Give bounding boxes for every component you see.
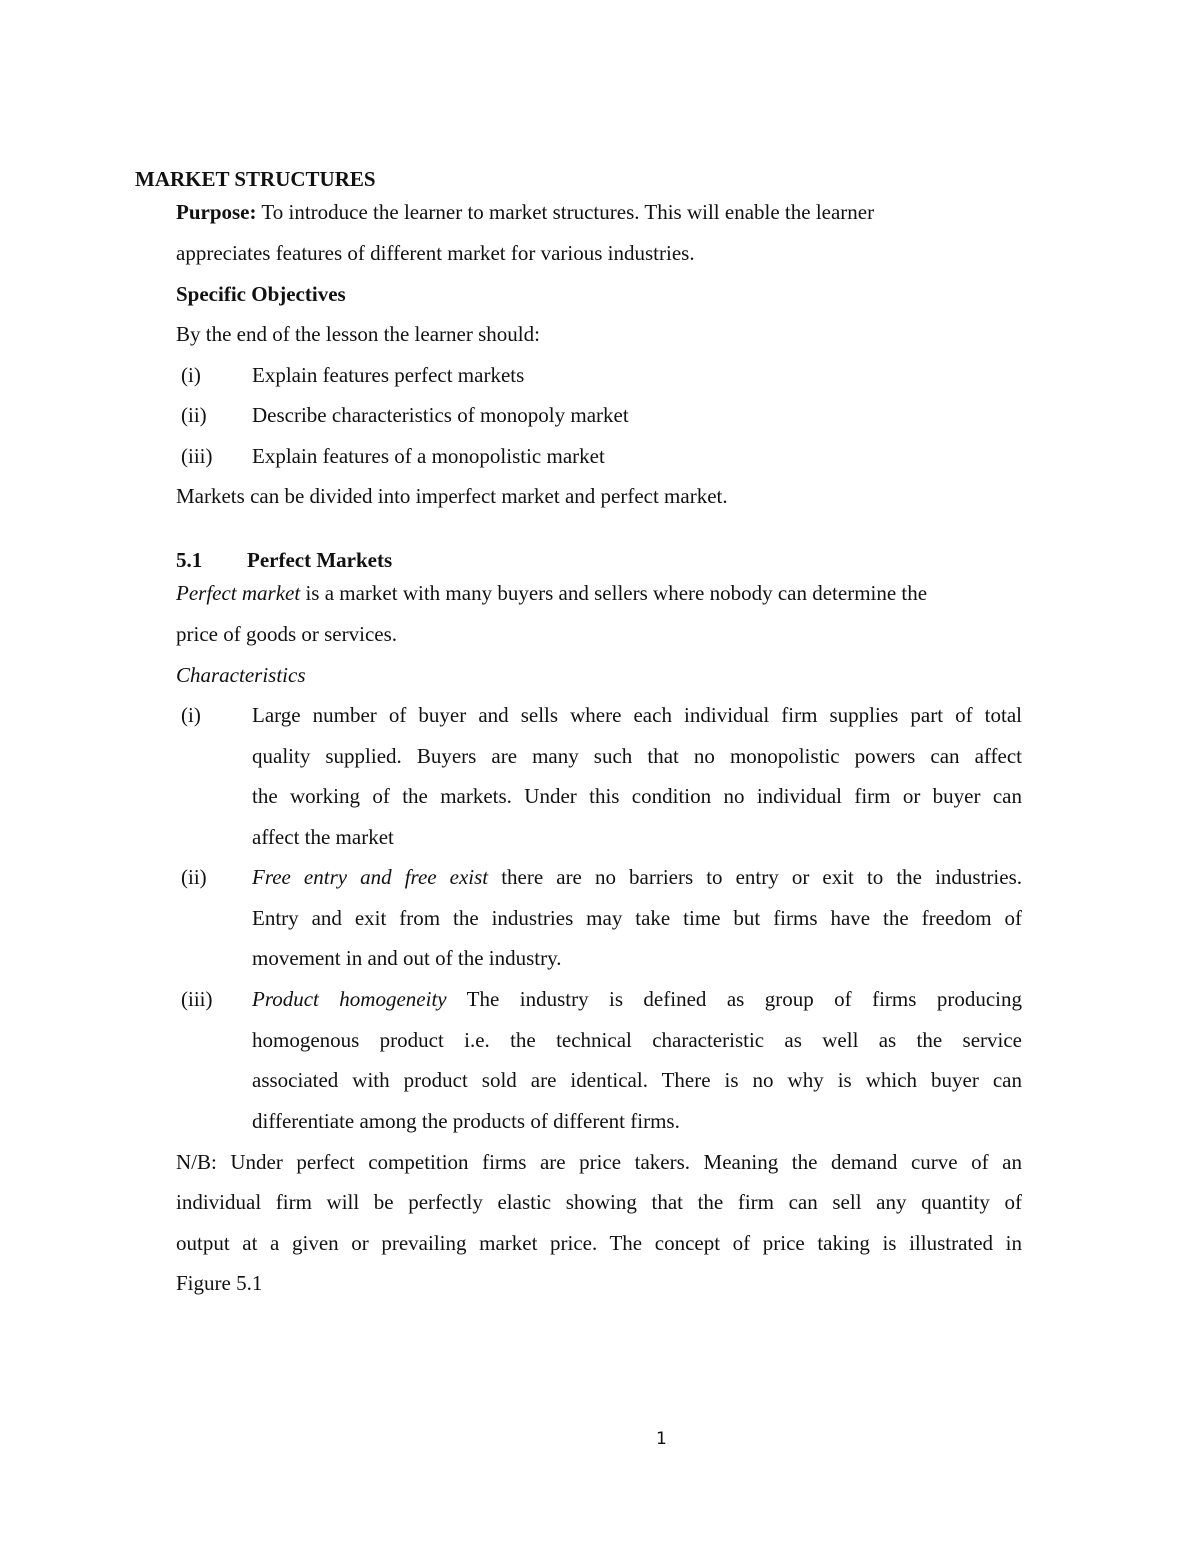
characteristic-number: (ii) [181, 865, 207, 889]
purpose-text-continued: appreciates features of different market for various industries. [176, 241, 695, 265]
section-title: Perfect Markets [247, 548, 393, 572]
characteristic-term: Product homogeneity [252, 987, 447, 1011]
section-number: 5.1 [176, 548, 203, 572]
note-line: individual firm will be perfectly elastic showing that the firm can sell any quantity of [176, 1190, 1022, 1214]
objective-text: Explain features perfect markets [252, 363, 525, 387]
definition-text-continued: price of goods or services. [176, 622, 398, 646]
objective-text: Describe characteristics of monopoly market [252, 403, 629, 427]
characteristic-text: The industry is defined as group of firms producing [446, 987, 1022, 1011]
characteristic-line: quality supplied. Buyers are many such that no monopolistic powers can affect [252, 744, 1022, 768]
purpose-label: Purpose: [176, 200, 257, 224]
characteristic-text: there are no barriers to entry or exit to the industries. [488, 865, 1022, 889]
objective-number: (iii) [181, 444, 213, 468]
characteristic-line [252, 864, 1022, 890]
objective-number: (i) [181, 363, 201, 387]
characteristic-number: (iii) [181, 987, 213, 1011]
note-line: Figure 5.1 [176, 1271, 263, 1295]
objectives-heading: Specific Objectives [176, 282, 346, 306]
page-number: 1 [656, 1429, 667, 1449]
markets-division-text: Markets can be divided into imperfect market and perfect market. [176, 484, 728, 508]
characteristic-line: the working of the markets. Under this condition no individual firm or buyer can [252, 784, 1022, 808]
characteristics-heading: Characteristics [176, 663, 306, 687]
document-title: MARKET STRUCTURES [135, 167, 376, 191]
characteristic-line [252, 986, 1022, 1012]
characteristic-term: Free entry and free exist [252, 865, 489, 889]
definition-text: is a market with many buyers and sellers where nobody can determine the [300, 581, 928, 605]
characteristic-line: movement in and out of the industry. [252, 946, 562, 970]
objective-number: (ii) [181, 403, 207, 427]
characteristic-line: associated with product sold are identical. There is no why is which buyer can [252, 1068, 1022, 1092]
definition-term: Perfect market [176, 581, 301, 605]
purpose-text: To introduce the learner to market structures. This will enable the learner [256, 200, 875, 224]
purpose-line [176, 199, 874, 225]
note-line: N/B: Under perfect competition firms are price takers. Meaning the demand curve of an [176, 1150, 1022, 1174]
characteristic-line: homogenous product i.e. the technical characteristic as well as the service [252, 1028, 1022, 1052]
note-line: output at a given or prevailing market price. The concept of price taking is illustrated in [176, 1231, 1022, 1255]
characteristic-line: Entry and exit from the industries may take time but firms have the freedom of [252, 906, 1022, 930]
objective-text: Explain features of a monopolistic market [252, 444, 605, 468]
characteristic-line: affect the market [252, 825, 394, 849]
objectives-intro: By the end of the lesson the learner should: [176, 322, 540, 346]
definition-line [176, 580, 927, 606]
characteristic-line: differentiate among the products of different firms. [252, 1109, 680, 1133]
characteristic-line: Large number of buyer and sells where each individual firm supplies part of total [252, 703, 1022, 727]
characteristic-number: (i) [181, 703, 201, 727]
